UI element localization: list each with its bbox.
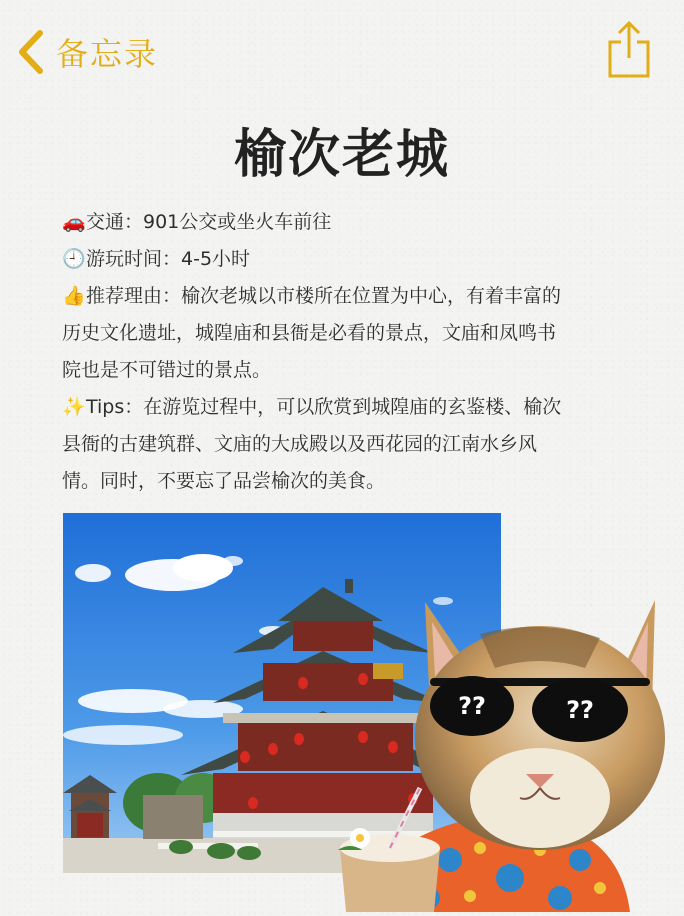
note-title: 榆次老城 (233, 125, 450, 185)
note-line: 🚗交通：901公交或坐火车前往 (62, 204, 622, 241)
note-line: ✨Tips：在游览过程中，可以欣赏到城隍庙的玄鉴楼、榆次 (62, 389, 622, 426)
note-line: 历史文化遗址，城隍庙和县衙是必看的景点，文庙和凤鸣书 (62, 322, 557, 344)
sticker-text-right: ?? (566, 696, 594, 724)
chevron-left-icon (16, 29, 46, 75)
note-line: 🕘游玩时间：4-5小时 (62, 241, 622, 278)
cat-sunglasses-sticker (330, 598, 670, 912)
note-line: 县衙的古建筑群、文庙的大成殿以及西花园的江南水乡风 (62, 433, 538, 455)
sticker-text-left: ?? (458, 692, 486, 720)
back-button[interactable] (16, 28, 158, 76)
note-line: 👍推荐理由：榆次老城以市楼所在位置为中心，有着丰富的 (62, 278, 622, 315)
thumbs-up-icon: 👍 (62, 285, 86, 307)
sparkles-icon: ✨ (62, 396, 86, 418)
note-line: 院也是不可错过的景点。 (62, 359, 272, 381)
clock-icon: 🕘 (62, 248, 86, 270)
note-line: 情。同时，不要忘了品尝榆次的美食。 (62, 470, 386, 492)
back-label: 备忘录 (56, 35, 159, 73)
share-button[interactable] (606, 20, 652, 80)
share-icon (606, 20, 652, 80)
note-body (62, 204, 622, 500)
car-icon: 🚗 (62, 211, 86, 233)
